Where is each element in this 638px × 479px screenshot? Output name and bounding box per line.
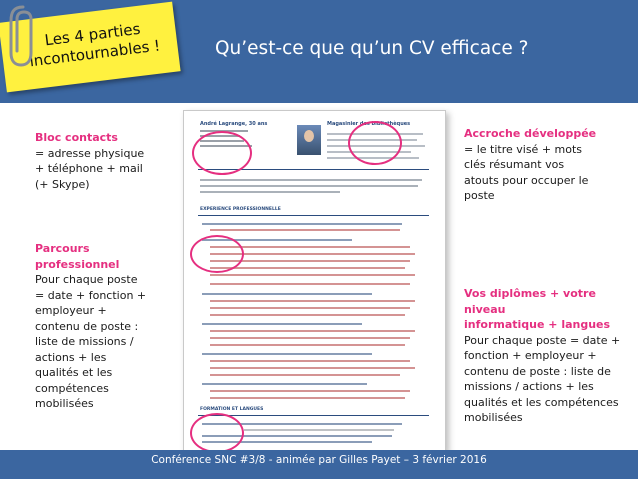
career-note <box>35 241 165 412</box>
cv-text-line <box>210 283 410 285</box>
education-text: Pour chaque poste = date + fonction + employeur + contenu de poste : liste de missions / actions + les qualités et les compétences mobilisées <box>464 333 621 424</box>
cv-photo <box>297 125 321 155</box>
cv-text-line <box>210 367 415 369</box>
cv-text-line <box>210 390 410 392</box>
cv-text-line <box>202 293 372 295</box>
hook-text: = le titre visé + mots clés résumant vos atouts pour occuper le poste <box>464 142 589 202</box>
cv-name: André Lagrange, 30 ans <box>200 121 268 127</box>
cv-text-line <box>210 229 400 231</box>
cv-text-line <box>210 397 405 399</box>
cv-text-line <box>210 314 405 316</box>
contacts-note <box>35 130 165 192</box>
hook-heading: Accroche développée <box>464 127 597 140</box>
cv-section-experience: EXPERIENCE PROFESSIONNELLE <box>200 207 281 212</box>
footer-text: Conférence SNC #3/8 - animée par Gilles Payet – 3 février 2016 <box>151 454 487 466</box>
hook-note <box>464 126 634 204</box>
cv-section-formation: FORMATION ET LANGUES <box>200 407 264 412</box>
education-circle <box>190 413 244 452</box>
contacts-heading: Bloc contacts <box>35 131 118 144</box>
cv-text-line <box>202 353 372 355</box>
cv-thumbnail <box>183 110 446 452</box>
education-heading: Vos diplômes + votre niveau informatique + langues <box>464 287 611 331</box>
education-note <box>464 286 636 426</box>
career-heading: Parcours professionnel <box>35 242 120 271</box>
sticky-note-text: Les 4 parties incontournables ! <box>28 19 162 71</box>
slide-title: Qu’est-ce que qu’un CV efficace ? <box>215 38 529 59</box>
cv-text-line <box>210 360 410 362</box>
cv-text-line <box>210 337 410 339</box>
contact-circle <box>192 131 252 175</box>
cv-text-line <box>210 267 405 269</box>
cv-text-line <box>202 223 402 225</box>
cv-text-line <box>202 323 362 325</box>
hook-circle <box>348 121 402 165</box>
cv-text-line <box>210 307 410 309</box>
cv-text-line <box>244 429 394 431</box>
cv-text-line <box>210 374 400 376</box>
cv-text-line <box>210 274 415 276</box>
contacts-text: = adresse physique + téléphone + mail (+ Skype) <box>35 146 145 191</box>
footer-band <box>0 450 638 479</box>
cv-text-line <box>210 300 415 302</box>
cv-text-line <box>202 383 367 385</box>
cv-text-line <box>210 330 415 332</box>
cv-job-title: Magasinier des bibliothèques <box>327 121 411 127</box>
experience-circle <box>190 235 244 273</box>
career-text: Pour chaque poste = date + fonction + employeur + contenu de poste : liste de missions / actions + les qualités et les compétences mobilisées <box>35 273 147 410</box>
cv-summary-lines <box>200 175 428 193</box>
paperclip-icon <box>1 1 41 71</box>
cv-text-line <box>210 344 405 346</box>
